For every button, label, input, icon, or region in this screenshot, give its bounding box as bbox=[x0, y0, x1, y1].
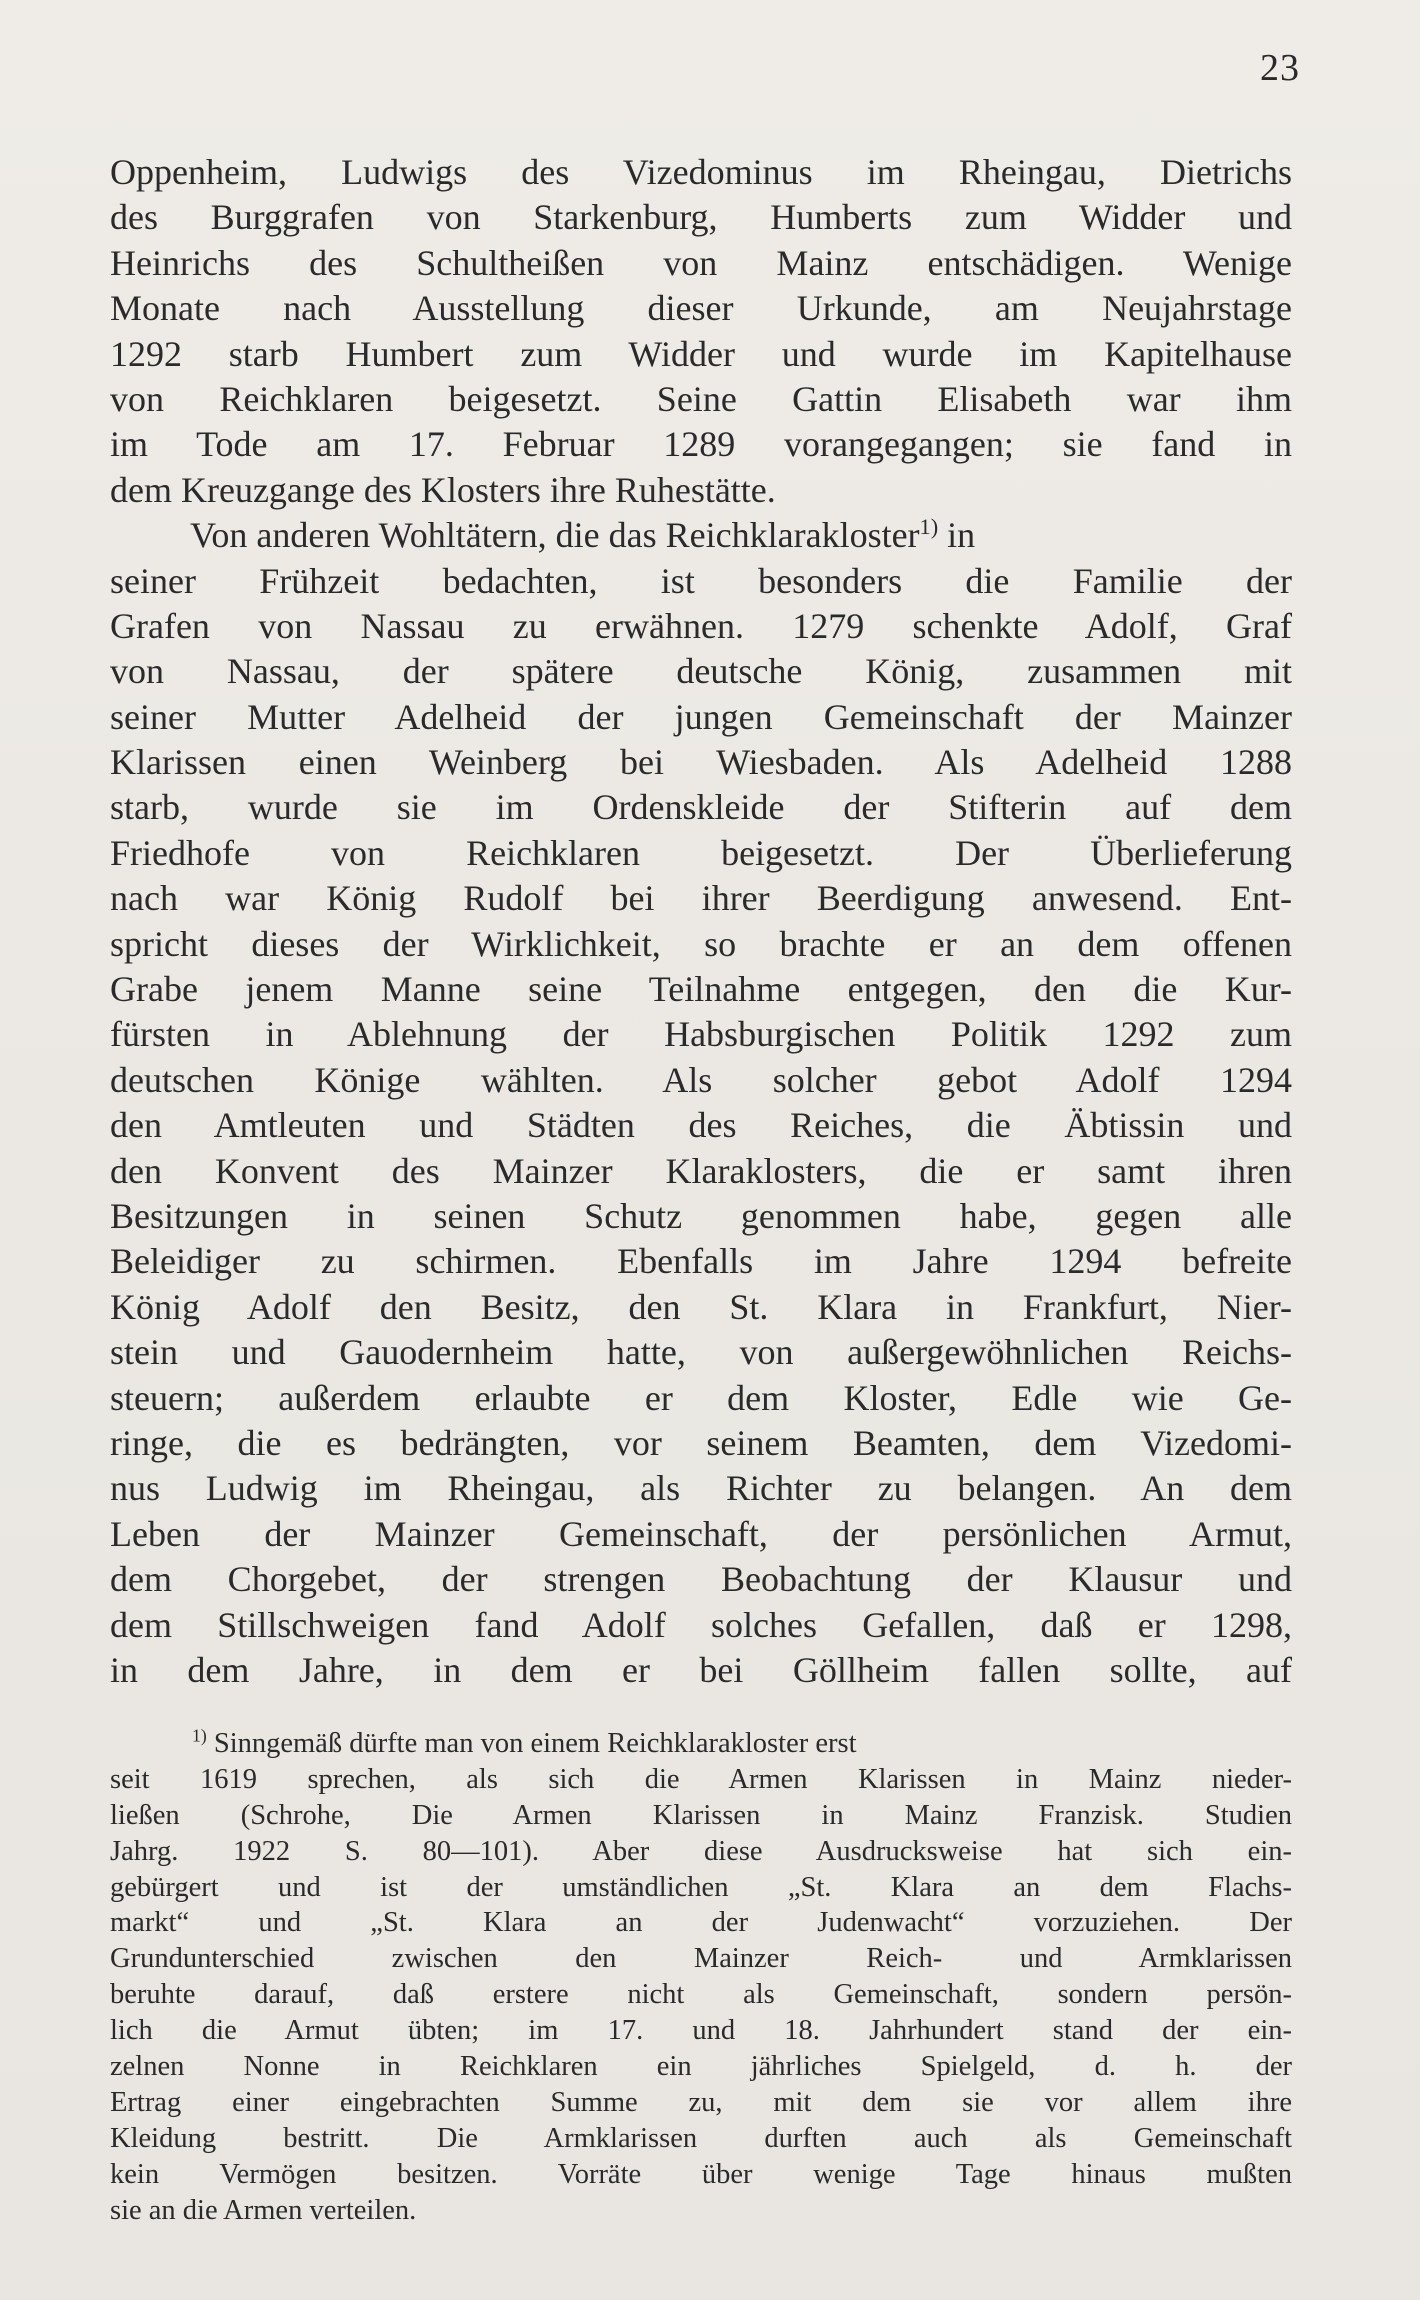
text-line: Grafen von Nassau zu erwähnen. 1279 schenkte Adolf, Graf bbox=[110, 605, 1292, 646]
footnote-text: Sinngemäß dürfte man von einem Reichklarakloster erst bbox=[206, 1728, 857, 1759]
text-line: Friedhofe von Reichklaren beigesetzt. Der Überlieferung bbox=[110, 832, 1292, 873]
text-line: Oppenheim, Ludwigs des Vizedominus im Rheingau, Dietrichs bbox=[110, 152, 1292, 192]
text-line: seiner Mutter Adelheid der jungen Gemeinschaft der Mainzer bbox=[110, 696, 1292, 737]
footnote-line: gebürgert und ist der umständlichen „St. Klara an dem Flachs- bbox=[110, 1871, 1292, 1903]
footnote-line: Kleidung bestritt. Die Armklarissen durften auch als Gemeinschaft bbox=[110, 2122, 1292, 2154]
footnote-line: ließen (Schrohe, Die Armen Klarissen in Mainz Franzisk. Studien bbox=[110, 1799, 1292, 1831]
text-line-with-footnote-ref bbox=[110, 513, 1292, 558]
footnote-block bbox=[110, 1726, 1292, 2228]
text-line: Beleidiger zu schirmen. Ebenfalls im Jahre 1294 befreite bbox=[110, 1241, 1292, 1282]
text-line: den Amtleuten und Städten des Reiches, die Äbtissin und bbox=[110, 1105, 1292, 1146]
text-line: Leben der Mainzer Gemeinschaft, der persönlichen Armut, bbox=[110, 1513, 1292, 1554]
text-segment: in bbox=[938, 515, 976, 556]
text-line: Klarissen einen Weinberg bei Wiesbaden. Als Adelheid 1288 bbox=[110, 742, 1292, 783]
text-line: dem Kreuzgange des Klosters ihre Ruhestätte. bbox=[110, 469, 776, 510]
text-line: des Burggrafen von Starkenburg, Humberts zum Widder und bbox=[110, 197, 1292, 238]
footnote-line: Grundunterschied zwischen den Mainzer Reich- und Armklarissen bbox=[110, 1943, 1292, 1975]
text-line: von Reichklaren beigesetzt. Seine Gattin Elisabeth war ihm bbox=[110, 378, 1292, 419]
footnote-line: kein Vermögen besitzen. Vorräte über wenige Tage hinaus mußten bbox=[110, 2158, 1292, 2190]
text-line: im Tode am 17. Februar 1289 vorangegangen; sie fand in bbox=[110, 424, 1292, 465]
text-line: fürsten in Ablehnung der Habsburgischen Politik 1292 zum bbox=[110, 1014, 1292, 1055]
footnote-line-first bbox=[110, 1726, 1292, 1762]
text-line: Grabe jenem Manne seine Teilnahme entgegen, den die Kur- bbox=[110, 969, 1292, 1010]
text-line: dem Chorgebet, der strengen Beobachtung der Klausur und bbox=[110, 1559, 1292, 1600]
text-line: ringe, die es bedrängten, vor seinem Beamten, dem Vizedomi- bbox=[110, 1422, 1292, 1463]
footnote-line: sie an die Armen verteilen. bbox=[110, 2194, 417, 2226]
text-line: dem Stillschweigen fand Adolf solches Gefallen, daß er 1298, bbox=[110, 1604, 1292, 1645]
text-line: deutschen Könige wählten. Als solcher gebot Adolf 1294 bbox=[110, 1059, 1292, 1100]
page-number: 23 bbox=[1260, 47, 1300, 89]
footnote-line: Ertrag einer eingebrachten Summe zu, mit dem sie vor allem ihre bbox=[110, 2086, 1292, 2118]
footnote-line: seit 1619 sprechen, als sich die Armen Klarissen in Mainz nieder- bbox=[110, 1763, 1292, 1795]
footnote-line: markt“ und „St. Klara an der Judenwacht“ vorzuziehen. Der bbox=[110, 1907, 1292, 1939]
text-line: seiner Frühzeit bedachten, ist besonders die Familie der bbox=[110, 560, 1292, 601]
main-text bbox=[110, 150, 1292, 1693]
footnote-line: zelnen Nonne in Reichklaren ein jährliches Spielgeld, d. h. der bbox=[110, 2051, 1292, 2083]
text-line: nach war König Rudolf bei ihrer Beerdigung anwesend. Ent- bbox=[110, 878, 1292, 919]
footnote-line: Jahrg. 1922 S. 80—101). Aber diese Ausdrucksweise hat sich ein- bbox=[110, 1835, 1292, 1867]
text-line: stein und Gauodernheim hatte, von außergewöhnlichen Reichs- bbox=[110, 1332, 1292, 1373]
footnote-line: beruhte darauf, daß erstere nicht als Gemeinschaft, sondern persön- bbox=[110, 1979, 1292, 2011]
text-line: Heinrichs des Schultheißen von Mainz entschädigen. Wenige bbox=[110, 242, 1292, 283]
text-line: König Adolf den Besitz, den St. Klara in Frankfurt, Nier- bbox=[110, 1286, 1292, 1327]
text-line: nus Ludwig im Rheingau, als Richter zu belangen. An dem bbox=[110, 1468, 1292, 1509]
footnote-number: 1) bbox=[192, 1725, 207, 1746]
text-line: spricht dieses der Wirklichkeit, so brachte er an dem offenen bbox=[110, 923, 1292, 964]
text-line: in dem Jahre, in dem er bei Göllheim fallen sollte, auf bbox=[110, 1649, 1292, 1690]
text-segment: Von anderen Wohltätern, die das Reichklarakloster bbox=[190, 515, 920, 556]
footnote-line: lich die Armut übten; im 17. und 18. Jahrhundert stand der ein- bbox=[110, 2015, 1292, 2047]
text-line: steuern; außerdem erlaubte er dem Kloster, Edle wie Ge- bbox=[110, 1377, 1292, 1418]
text-line: starb, wurde sie im Ordenskleide der Stifterin auf dem bbox=[110, 787, 1292, 828]
text-line: Monate nach Ausstellung dieser Urkunde, am Neujahrstage bbox=[110, 288, 1292, 329]
footnote-marker: 1) bbox=[919, 514, 939, 540]
text-line: 1292 starb Humbert zum Widder und wurde im Kapitelhause bbox=[110, 333, 1292, 374]
text-line: Besitzungen in seinen Schutz genommen habe, gegen alle bbox=[110, 1195, 1292, 1236]
text-line: von Nassau, der spätere deutsche König, zusammen mit bbox=[110, 651, 1292, 692]
text-line: den Konvent des Mainzer Klaraklosters, die er samt ihren bbox=[110, 1150, 1292, 1191]
